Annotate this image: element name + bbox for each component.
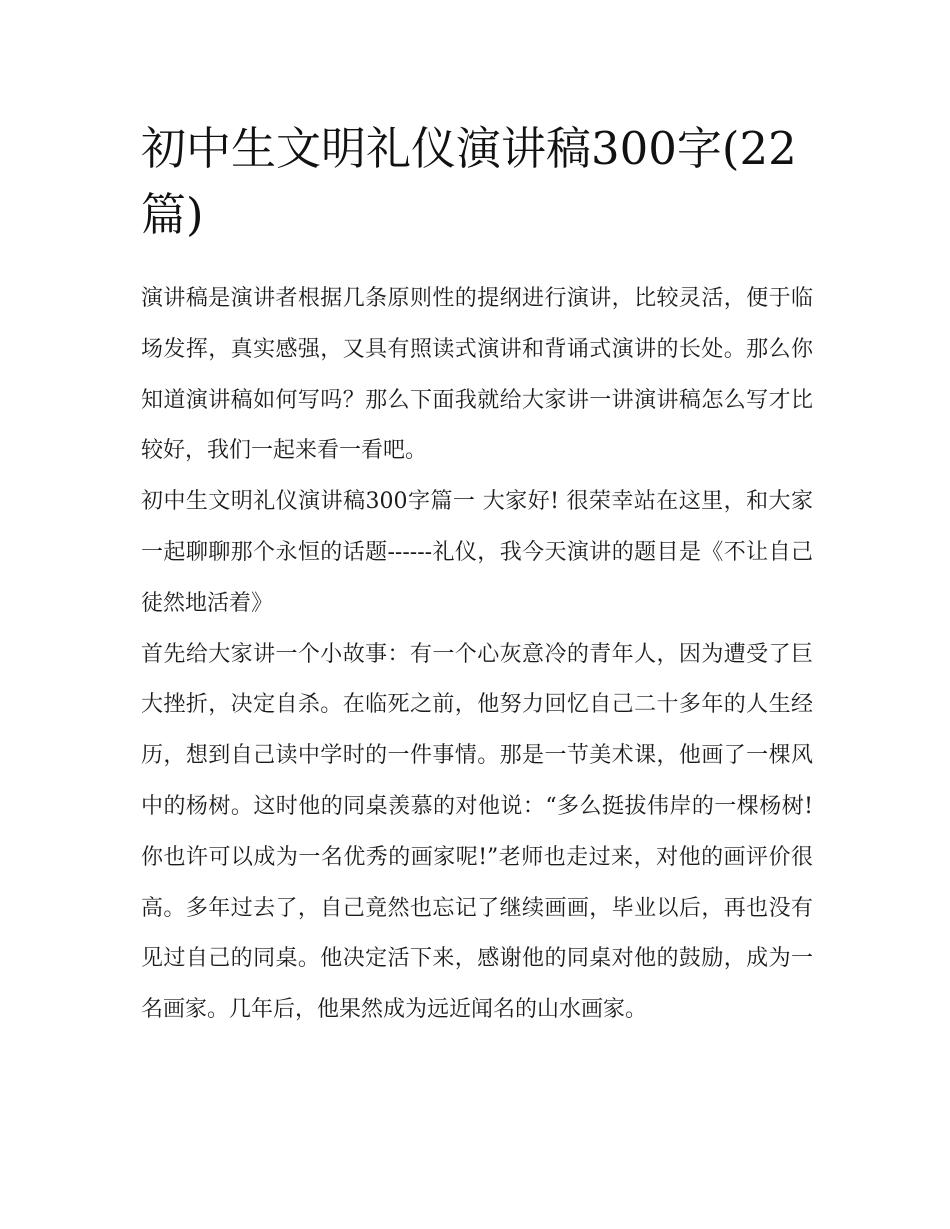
paragraph-intro: 演讲稿是演讲者根据几条原则性的提纲进行演讲，比较灵活，便于临场发挥，真实感强，又具有照读式演讲和背诵式演讲的长处。那么你知道演讲稿如何写吗？那么下面我就给大家讲一讲演讲稿怎么写才比较好，我们一起来看一看吧。 (141, 286, 813, 464)
paragraph-story: 首先给大家讲一个小故事：有一个心灰意冷的青年人，因为遭受了巨大挫折，决定自杀。在临死之前，他努力回忆自己二十多年的人生经历，想到自己读中学时的一件事情。那是一节美术课，他画了一棵风中的杨树。这时他的同桌羡慕的对他说：“多么挺拔伟岸的一棵杨树!你也许可以成为一名优秀的画家呢!”老师也走过来，对他的画评价很高。多年过去了，自己竟然也忘记了继续画画，毕业以后，再也没有见过自己的同桌。他决定活下来，感谢他的同桌对他的鼓励，成为一名画家。几年后，他果然成为远近闻名的山水画家。 (141, 641, 813, 1023)
document-body (141, 274, 813, 1036)
paragraph-speech-opening: 初中生文明礼仪演讲稿300字篇一 大家好! 很荣幸站在这里，和大家一起聊聊那个永恒的话题------礼仪，我今天演讲的题目是《不让自己徒然地活着》 (141, 489, 813, 616)
document-title: 初中生文明礼仪演讲稿300字(22篇) (141, 122, 797, 241)
